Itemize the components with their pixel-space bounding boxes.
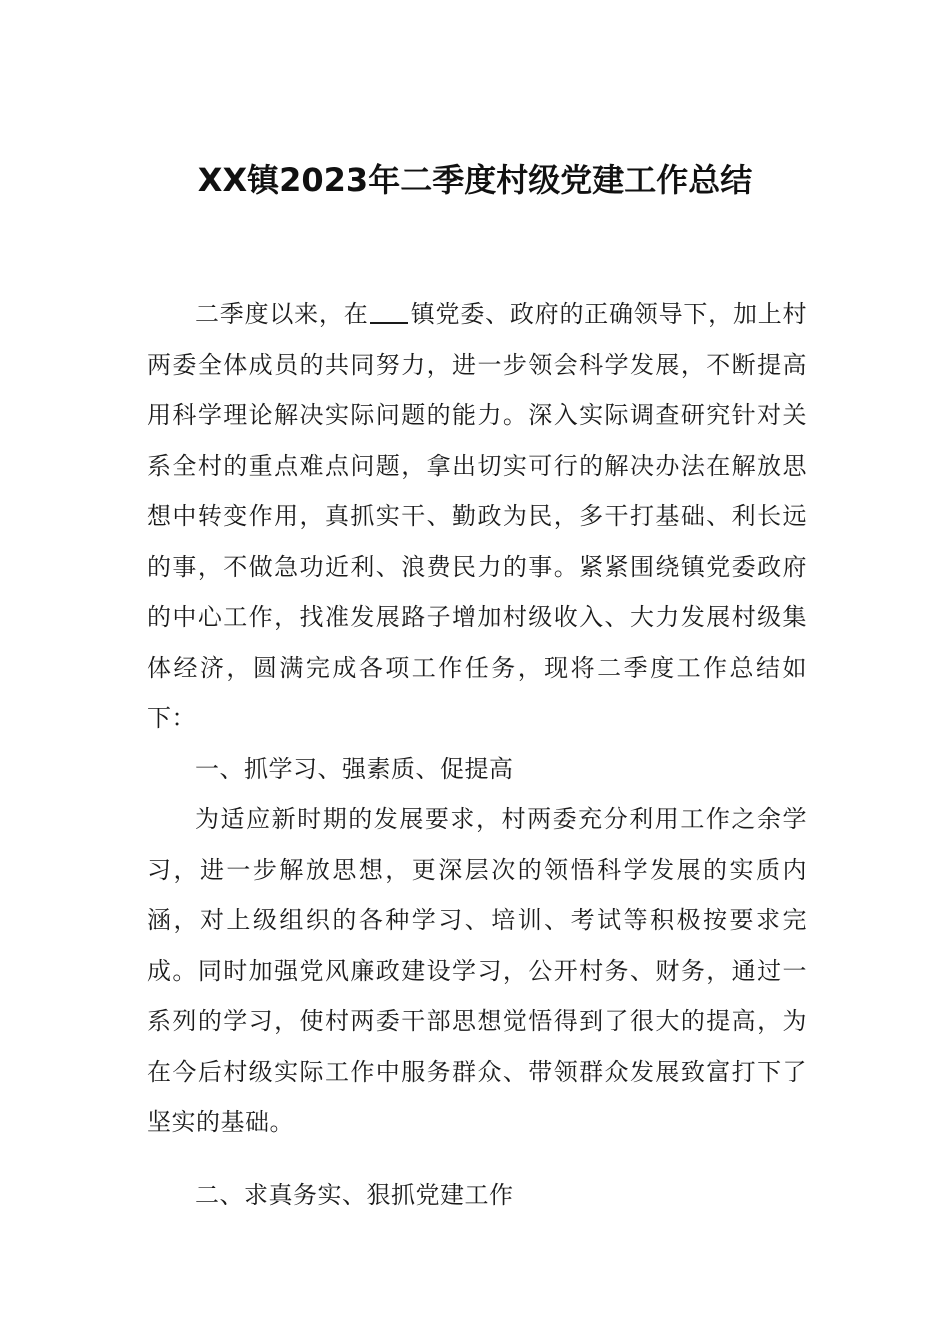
fill-in-blank bbox=[370, 300, 408, 324]
document-title: XX镇2023年二季度村级党建工作总结 bbox=[197, 161, 753, 199]
intro-text-start: 二季度以来，在 bbox=[195, 300, 369, 328]
intro-paragraph bbox=[147, 289, 807, 744]
paragraph-spacer bbox=[147, 1148, 807, 1170]
intro-text-rest: 镇党委、政府的正确领导下，加上村两委全体成员的共同努力，进一步领会科学发展，不断提高用科学理论解决实际问题的能力。深入实际调查研究针对关系全村的重点难点问题，拿出切实可行的解决办法在解放思想中转变作用，真抓实干、勤政为民，多干打基础、利长远的事，不做急功近利、浪费民力的事。紧紧围绕镇党委政府的中心工作，找准发展路子增加村级收入、大力发展村级集体经济，圆满完成各项工作任务，现将二季度工作总结如下： bbox=[147, 300, 808, 732]
section-heading-2: 二、求真务实、狠抓党建工作 bbox=[195, 1180, 514, 1209]
section-1-paragraph: 为适应新时期的发展要求，村两委充分利用工作之余学习，进一步解放思想，更深层次的领悟科学发展的实质内涵，对上级组织的各种学习、培训、考试等积极按要求完成。同时加强党风廉政建设学习，公开村务、财务，通过一系列的学习，使村两委干部思想觉悟得到了很大的提高，为在今后村级实际工作中服务群众、带领群众发展致富打下了坚实的基础。 bbox=[147, 805, 807, 1136]
document-body bbox=[147, 289, 807, 1220]
section-heading-1: 一、抓学习、强素质、促提高 bbox=[195, 754, 514, 783]
